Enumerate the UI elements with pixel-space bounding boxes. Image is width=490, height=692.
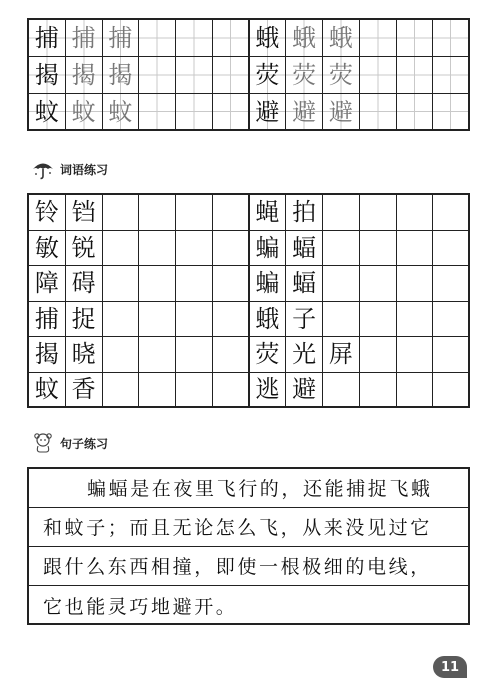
cartoon-character-icon bbox=[31, 432, 55, 454]
grid-cell bbox=[323, 302, 360, 338]
grid-cell: 蝠 bbox=[286, 231, 323, 267]
grid-cell bbox=[397, 302, 434, 338]
grid-cell: 逃 bbox=[250, 373, 287, 409]
grid-cell: 蝙 bbox=[250, 231, 287, 267]
grid-cell bbox=[360, 302, 397, 338]
grid-cell bbox=[139, 195, 176, 231]
grid-cell: 捕 bbox=[66, 20, 103, 57]
grid-cell: 揭 bbox=[103, 57, 140, 94]
grid-cell: 避 bbox=[286, 94, 323, 131]
grid-cell: 拍 bbox=[286, 195, 323, 231]
sentence-line-3 bbox=[29, 547, 468, 586]
grid-cell bbox=[213, 302, 250, 338]
grid-cell bbox=[213, 20, 250, 57]
grid-cell bbox=[213, 231, 250, 267]
sentence-line-4 bbox=[29, 586, 468, 625]
grid-cell bbox=[139, 20, 176, 57]
grid-cell: 蝠 bbox=[286, 266, 323, 302]
grid-cell bbox=[397, 94, 434, 131]
grid-cell bbox=[176, 231, 213, 267]
grid-cell bbox=[433, 231, 470, 267]
grid-cell: 蚊 bbox=[66, 94, 103, 131]
words-section-title: 词语练习 bbox=[60, 162, 109, 177]
grid-cell: 荧 bbox=[250, 337, 287, 373]
grid-cell bbox=[397, 195, 434, 231]
grid-cell bbox=[323, 231, 360, 267]
words-section-header bbox=[31, 158, 108, 180]
grid-cell bbox=[323, 195, 360, 231]
grid-cell: 蚊 bbox=[103, 94, 140, 131]
grid-cell bbox=[103, 337, 140, 373]
sentence-line-1 bbox=[29, 469, 468, 508]
grid-cell bbox=[139, 337, 176, 373]
grid-cell bbox=[360, 231, 397, 267]
grid-cell bbox=[139, 94, 176, 131]
grid-cell bbox=[176, 373, 213, 409]
grid-cell bbox=[139, 302, 176, 338]
grid-cell bbox=[433, 195, 470, 231]
grid-cell bbox=[397, 266, 434, 302]
grid-cell bbox=[360, 266, 397, 302]
grid-cell bbox=[103, 231, 140, 267]
grid-cell: 捕 bbox=[29, 302, 66, 338]
grid-cell: 光 bbox=[286, 337, 323, 373]
grid-cell bbox=[360, 20, 397, 57]
grid-cell: 揭 bbox=[66, 57, 103, 94]
grid-cell: 荧 bbox=[323, 57, 360, 94]
grid-cell bbox=[213, 337, 250, 373]
grid-cell: 蛾 bbox=[250, 20, 287, 57]
grid-cell bbox=[103, 302, 140, 338]
grid-cell bbox=[213, 266, 250, 302]
grid-cell bbox=[213, 195, 250, 231]
sentence-text: 它也能灵巧地避开。 bbox=[43, 595, 238, 618]
grid-cell: 敏 bbox=[29, 231, 66, 267]
sentence-line-2 bbox=[29, 508, 468, 547]
grid-cell: 蛾 bbox=[250, 302, 287, 338]
grid-cell: 蛾 bbox=[323, 20, 360, 57]
sentence-practice-box bbox=[27, 467, 470, 625]
grid-cell bbox=[360, 337, 397, 373]
grid-cell bbox=[139, 266, 176, 302]
grid-cell bbox=[323, 373, 360, 409]
grid-cell: 揭 bbox=[29, 57, 66, 94]
grid-cell: 障 bbox=[29, 266, 66, 302]
grid-cell: 揭 bbox=[29, 337, 66, 373]
umbrella-icon bbox=[31, 158, 55, 180]
grid-cell bbox=[433, 302, 470, 338]
grid-cell bbox=[397, 57, 434, 94]
grid-cell bbox=[397, 231, 434, 267]
grid-cell bbox=[139, 373, 176, 409]
page-number: 11 bbox=[433, 656, 467, 678]
grid-cell bbox=[176, 94, 213, 131]
grid-cell: 捉 bbox=[66, 302, 103, 338]
grid-cell bbox=[360, 195, 397, 231]
grid-cell bbox=[176, 337, 213, 373]
grid-cell: 子 bbox=[286, 302, 323, 338]
grid-cell: 屏 bbox=[323, 337, 360, 373]
grid-cell: 捕 bbox=[103, 20, 140, 57]
grid-cell bbox=[103, 195, 140, 231]
grid-cell bbox=[176, 266, 213, 302]
grid-cell bbox=[176, 302, 213, 338]
grid-cell bbox=[139, 231, 176, 267]
grid-cell bbox=[397, 337, 434, 373]
grid-cell bbox=[139, 57, 176, 94]
grid-cell bbox=[103, 373, 140, 409]
sentence-text: 跟什么东西相撞，即使一根极细的电线， bbox=[43, 556, 432, 579]
grid-cell: 蝇 bbox=[250, 195, 287, 231]
grid-cell bbox=[213, 94, 250, 131]
grid-cell bbox=[433, 57, 470, 94]
grid-cell bbox=[360, 94, 397, 131]
grid-cell: 锐 bbox=[66, 231, 103, 267]
grid-cell bbox=[360, 57, 397, 94]
grid-cell: 蝙 bbox=[250, 266, 287, 302]
grid-cell bbox=[176, 20, 213, 57]
grid-cell: 捕 bbox=[29, 20, 66, 57]
grid-cell: 避 bbox=[323, 94, 360, 131]
grid-cell: 避 bbox=[286, 373, 323, 409]
sentence-section-header bbox=[31, 432, 108, 454]
sentence-section-title: 句子练习 bbox=[60, 436, 109, 451]
grid-cell bbox=[213, 57, 250, 94]
character-practice-grid bbox=[27, 18, 470, 131]
grid-cell bbox=[433, 266, 470, 302]
grid-cell: 荧 bbox=[286, 57, 323, 94]
grid-cell: 铃 bbox=[29, 195, 66, 231]
grid-cell bbox=[103, 266, 140, 302]
word-practice-grid bbox=[27, 193, 470, 408]
grid-cell bbox=[433, 373, 470, 409]
grid-cell: 碍 bbox=[66, 266, 103, 302]
grid-cell bbox=[176, 57, 213, 94]
grid-cell bbox=[323, 266, 360, 302]
grid-cell: 蛾 bbox=[286, 20, 323, 57]
grid-cell: 香 bbox=[66, 373, 103, 409]
grid-cell: 荧 bbox=[250, 57, 287, 94]
grid-cell bbox=[397, 373, 434, 409]
grid-cell: 晓 bbox=[66, 337, 103, 373]
grid-cell: 铛 bbox=[66, 195, 103, 231]
grid-cell bbox=[360, 373, 397, 409]
sentence-text: 蝙蝠是在夜里飞行的，还能捕捉飞蛾 bbox=[87, 478, 433, 501]
sentence-text: 和蚊子；而且无论怎么飞，从来没见过它 bbox=[43, 517, 432, 540]
grid-cell bbox=[433, 20, 470, 57]
grid-cell: 避 bbox=[250, 94, 287, 131]
grid-cell: 蚊 bbox=[29, 373, 66, 409]
grid-cell bbox=[433, 337, 470, 373]
grid-cell bbox=[433, 94, 470, 131]
grid-cell bbox=[176, 195, 213, 231]
grid-cell: 蚊 bbox=[29, 94, 66, 131]
grid-cell bbox=[213, 373, 250, 409]
grid-cell bbox=[397, 20, 434, 57]
